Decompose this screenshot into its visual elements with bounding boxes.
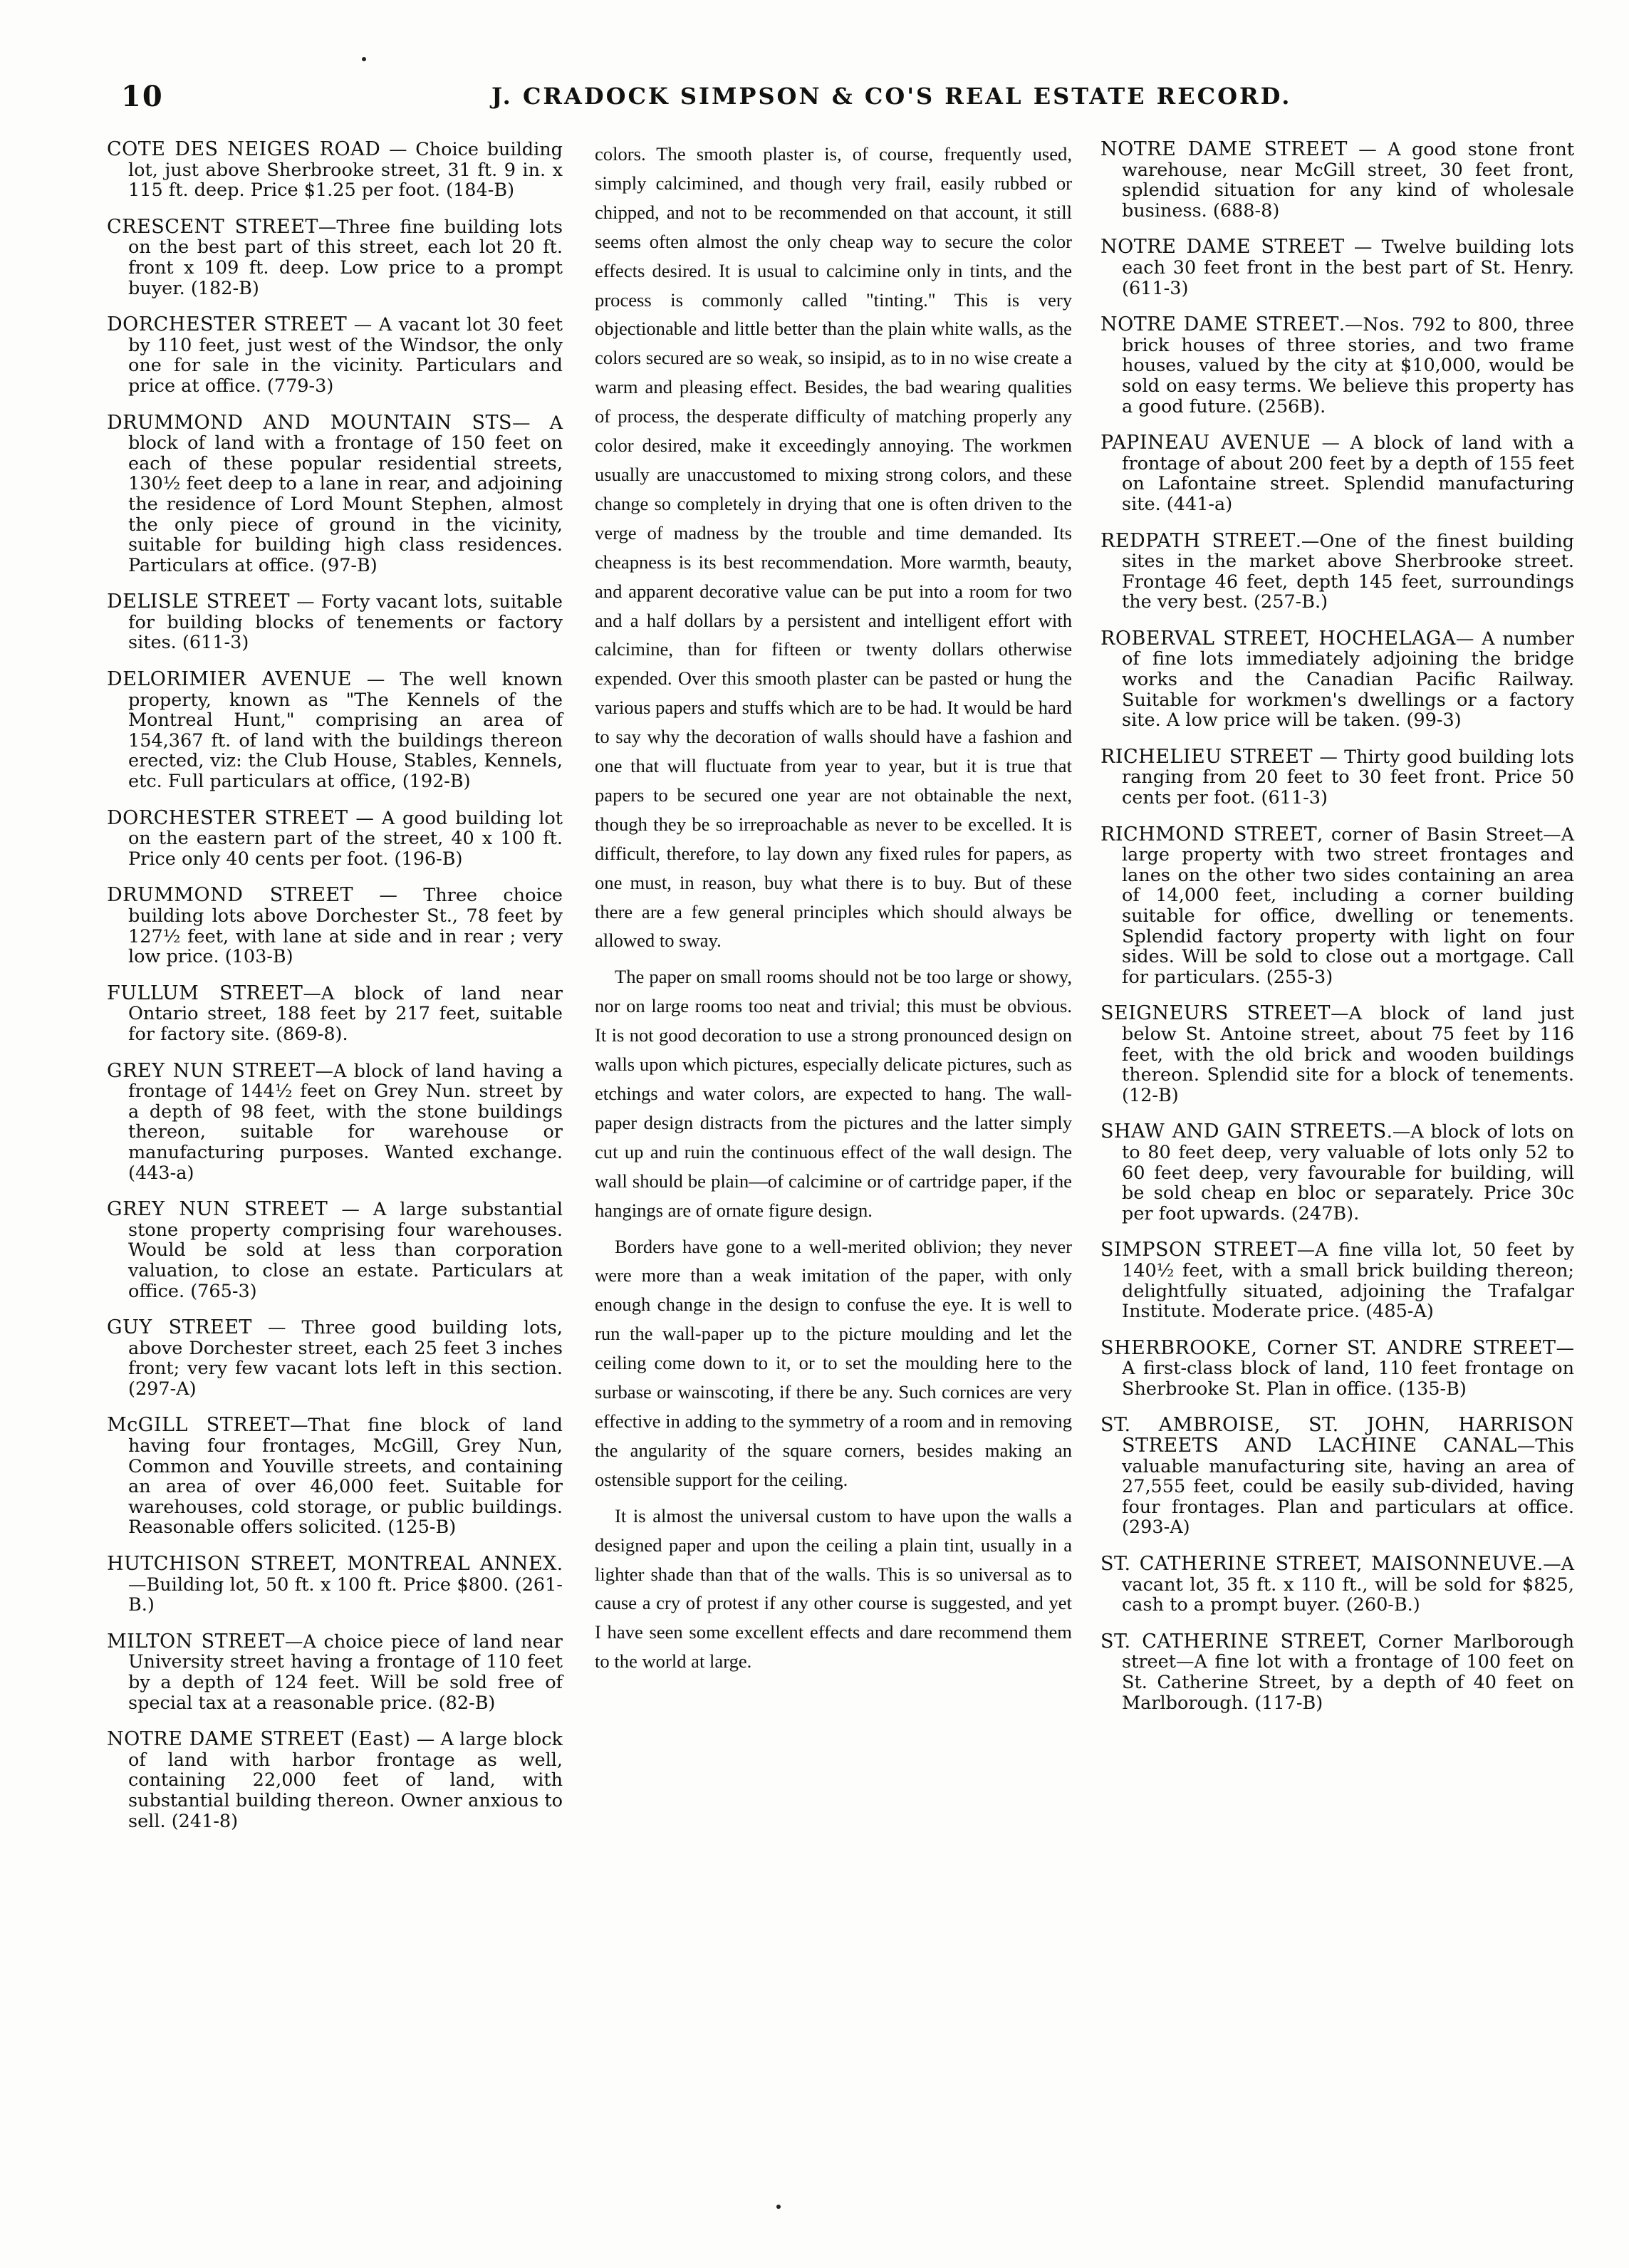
listing-heading: SHAW AND GAIN STREETS <box>1100 1120 1387 1143</box>
listing-heading: NOTRE DAME STREET <box>1100 313 1339 336</box>
listing-entry <box>107 1061 563 1184</box>
listing-entry <box>1100 237 1574 298</box>
listing-body: Corner Marlborough street—A fine lot with a frontage of 100 feet on St. Catherine Street, by a depth of 40 feet on Marlborough. (117-B) <box>1122 1630 1575 1714</box>
listing-entry <box>1100 1240 1574 1321</box>
listing-entry <box>107 984 563 1045</box>
listing-heading: RICHELIEU STREET <box>1100 745 1313 768</box>
listing-heading: SHERBROOKE, Corner ST. ANDRE STREET <box>1100 1336 1556 1359</box>
listing-body: — A vacant lot 30 feet by 110 feet, just west of the Windsor, the only one for sale in the vicinity. Particulars and price at office. (779-3) <box>128 314 563 397</box>
listing-body: —A block of land just below St. Antoine street, about 75 feet by 116 feet, with the old brick and wooden buildings thereon. Splendid site for a block of tenements. (12-B) <box>1122 1003 1575 1106</box>
listing-entry <box>1100 531 1574 613</box>
listing-entry <box>107 1632 563 1713</box>
listing-heading: COTE DES NEIGES ROAD <box>107 138 381 160</box>
listing-entry <box>1100 140 1574 221</box>
listing-entry <box>1100 1338 1574 1400</box>
listing-heading: HUTCHISON STREET, MONTREAL ANNEX <box>107 1553 557 1576</box>
left-column-listings <box>107 140 563 1848</box>
middle-column-article <box>595 140 1072 1683</box>
listing-heading: CRESCENT STREET <box>107 215 318 238</box>
listing-heading: DORCHESTER STREET <box>107 313 348 336</box>
listing-heading: DRUMMOND STREET <box>107 884 354 907</box>
article-paragraph: Borders have gone to a well-merited oblivion; they never were more than a weak imitation of the paper, with only enough change in the design to confuse the eye. It is well to run the wall-paper up to the picture moulding and let the ceiling come down to it, or to set the moulding here to the surbase or wainscoting, if there be any. Such cornices are very effective in adding to the symmetry of a room and in removing the angularity of the square corners, besides making an ostensible support for the ceiling. <box>595 1235 1072 1490</box>
article-paragraph: The paper on small rooms should not be too large or showy, nor on large rooms too neat and trivial; this must be obvious. It is not good decoration to use a strong pronounced design on walls upon which pictures, especially delicate pictures, such as etchings and water colors, are expected to hang. The wall-paper design distracts from the pictures and the latter simply cut up and ruin the continuous effect of the wall design. The wall should be plain—of calcimine or of cartridge paper, if the hangings are of ornate figure design. <box>595 966 1072 1221</box>
listing-entry <box>107 413 563 576</box>
listing-heading: DORCHESTER STREET <box>107 806 348 829</box>
listing-entry <box>1100 1632 1574 1713</box>
listing-heading: NOTRE DAME STREET (East) <box>107 1728 411 1751</box>
print-speck <box>776 2205 781 2209</box>
listing-heading: GREY NUN STREET <box>107 1059 316 1082</box>
listing-heading: GUY STREET <box>107 1316 252 1339</box>
listing-body: — A large substantial stone property comprising four warehouses. Would be sold at less than corporation valuation, to close an estate. Particulars at office. (765-3) <box>128 1199 563 1302</box>
listing-body: — A good building lot on the eastern part of the street, 40 x 100 ft. Price only 40 cents per foot. (196-B) <box>128 807 563 870</box>
listing-heading: NOTRE DAME STREET <box>1100 138 1348 160</box>
listing-body: — Twelve building lots each 30 feet front in the best part of St. Henry. (611-3) <box>1122 236 1574 299</box>
listing-heading: SIMPSON STREET <box>1100 1239 1297 1262</box>
listing-body: — Choice building lot, just above Sherbrooke street, 31 ft. 9 in. x 115 ft. deep. Price $1.25 per foot. (184-B) <box>128 139 563 202</box>
listing-entry <box>107 670 563 792</box>
listing-body: — Forty vacant lots, suitable for building blocks of tenements or factory sites. (611-3) <box>128 591 563 654</box>
listing-heading: PAPINEAU AVENUE <box>1100 432 1311 454</box>
listing-entry <box>1100 1122 1574 1224</box>
listing-entry <box>107 885 563 967</box>
page-number: 10 <box>121 80 164 113</box>
listing-entry <box>107 1554 563 1616</box>
listing-body: — Thirty good building lots ranging from 20 feet to 30 feet front. Price 50 cents per foot. (611-3) <box>1122 746 1574 809</box>
listing-body: — Three good building lots, above Dorchester street, each 25 feet 3 inches front; very few vacant lots left in this section. (297-A) <box>128 1317 563 1400</box>
listing-body: — Three choice building lots above Dorchester St., 78 feet by 127½ feet, with lane at side and in rear ; very low price. (103-B) <box>128 885 563 968</box>
listing-heading: ROBERVAL STREET, HOCHELAGA <box>1100 627 1456 650</box>
listing-body: .—Nos. 792 to 800, three brick houses of three stories, and two frame houses, valued by the city at $10,000, would be sold on easy terms. We believe this property has a good future. (256B). <box>1122 314 1574 417</box>
listing-entry <box>107 808 563 870</box>
listing-entry <box>1100 1554 1574 1616</box>
listing-heading: ST. CATHERINE STREET, <box>1100 1630 1368 1653</box>
listing-heading: DELISLE STREET <box>107 591 290 613</box>
listing-heading: FULLUM STREET <box>107 982 303 1004</box>
listing-body: — A block of land with a frontage of about 200 feet by a depth of 155 feet on Lafontaine street. Splendid manufacturing site. (441-a) <box>1122 432 1574 515</box>
listing-entry <box>1100 629 1574 731</box>
listing-entry <box>107 140 563 201</box>
listing-body: .—Building lot, 50 ft. x 100 ft. Price $800. (261-B.) <box>128 1554 563 1616</box>
page-header <box>121 80 1517 115</box>
print-speck <box>362 57 366 61</box>
listing-entry <box>1100 315 1574 417</box>
listing-entry <box>1100 433 1574 514</box>
listing-body: .—One of the finest building sites in the market above Sherbrooke street. Frontage 46 feet, depth 145 feet, surroundings the very best. (257-B.) <box>1122 530 1575 613</box>
listing-body: —A choice piece of land near University street having a frontage of 110 feet by a depth of 124 feet. Will be sold free of special tax at a reasonable price. (82-B) <box>128 1630 563 1714</box>
listing-entry <box>107 1318 563 1399</box>
listing-body: — A large block of land with harbor frontage as well, containing 22,000 feet of land, with substantial building thereon. Owner anxious to sell. (241-8) <box>128 1729 563 1832</box>
listing-heading: REDPATH STREET <box>1100 529 1296 552</box>
listing-body: —Three fine building lots on the best part of this street, each lot 20 ft. front x 109 ft. deep. Low price to a prompt buyer. (182-B) <box>128 216 563 299</box>
running-head: J. CRADOCK SIMPSON & CO'S REAL ESTATE RECORD. <box>491 83 1292 110</box>
listing-body: — A good stone front warehouse, near McGill street, 30 feet front, splendid situation for any kind of wholesale business. (688-8) <box>1122 139 1574 222</box>
listing-entry <box>107 1200 563 1301</box>
listing-entry <box>107 1729 563 1831</box>
right-column-listings <box>1100 140 1574 1729</box>
listing-body: — A block of land with a frontage of 150 feet on each of these popular residential streets, 130½ feet deep to a lane in rear, and adjoining the residence of Lord Mount Stephen, almost the only piece of ground in the vicinity, suitable for building high class residences. Particulars at office. (97-B) <box>128 412 563 576</box>
listing-heading: NOTRE DAME STREET <box>1100 236 1345 259</box>
listing-entry <box>107 315 563 396</box>
listing-entry <box>107 592 563 653</box>
listing-entry <box>1100 1004 1574 1106</box>
listing-body: — A number of fine lots immediately adjoining the bridge works and the Canadian Pacific Railway. Suitable for workmen's dwellings or a factory site. A low price will be taken. (99-3) <box>1122 628 1574 732</box>
listing-body: .—A vacant lot, 35 ft. x 110 ft., will be sold for $825, cash to a prompt buyer. (260-B.) <box>1122 1554 1574 1616</box>
listing-body: —A first-class block of land, 110 feet frontage on Sherbrooke St. Plan in office. (135-B) <box>1122 1337 1574 1400</box>
listing-entry <box>1100 1415 1574 1538</box>
listing-heading: ST. CATHERINE STREET, MAISONNEUVE <box>1100 1553 1537 1576</box>
listing-body: —A fine villa lot, 50 feet by 140½ feet, with a small brick building thereon; delightfully situated, adjoining the Trafalgar Institute. Moderate price. (485-A) <box>1122 1239 1575 1323</box>
article-paragraph: It is almost the universal custom to have upon the walls a designed paper and upon the ceiling a plain tint, usually in a lighter shade than that of the walls. This is so universal as to cause a cry of protest if any other course is suggested, and yet I have seen some excellent effects and dare recommend them to the world at large. <box>595 1504 1072 1673</box>
listing-body: —A block of land near Ontario street, 188 feet by 217 feet, suitable for factory site. (869-8). <box>128 982 563 1045</box>
listing-body: —This valuable manufacturing site, having an area of 27,555 feet, could be easily sub-divided, having four frontages. Plan and particulars at office. (293-A) <box>1122 1435 1574 1539</box>
listing-body: .—A block of lots on to 80 feet deep, very valuable of lots only 52 to 60 feet deep, very favourable for building, will be sold cheap en bloc or separately. Price 30c per foot upwards. (247B). <box>1122 1121 1574 1224</box>
listing-heading: GREY NUN STREET <box>107 1198 328 1221</box>
listing-entry <box>107 217 563 298</box>
listing-heading: RICHMOND STREET <box>1100 823 1318 846</box>
listing-entry <box>1100 825 1574 988</box>
listing-entry <box>107 1415 563 1538</box>
article-paragraph: colors. The smooth plaster is, of course, frequently used, simply calcimined, and though very frail, easily rubbed or chipped, and not to be recommended on that account, it still seems often almost the only cheap way to secure the color effects desired. It is usual to calcimine only in tints, and the process is commonly called "tinting." This is very objectionable and little better than the plain white walls, as the colors secured are so weak, so insipid, as to in no wise create a warm and pleasing effect. Besides, the bad wearing qualities of process, the desperate difficulty of matching properly any color desired, make it exceedingly annoying. The workmen usually are unaccustomed to mixing strong colors, and these change so completely in drying that one is often driven to the verge of madness by the trouble and time demanded. Its cheapness is its best recommendation. More warmth, beauty, and apparent decorative value can be put into a room for two and a half dollars by a persistent and intelligent effort with calcimine, than for fifteen or twenty dollars otherwise expended. Over this smooth plaster can be pasted or hung the various papers and stuffs which are to be had. It would be hard to say why the decoration of walls should have a fashion and one that will fluctuate from year to year, but it is true that papers to be secured one year are not obtainable the next, though they be so irreproachable as never to be excelled. It is difficult, therefore, to lay down any fixed rules for papers, as one must, in reason, buy what there is to buy. But of these there are a few general principles which should always be allowed to sway. <box>595 143 1072 952</box>
listing-heading: ST. AMBROISE, ST. JOHN, HARRISON STREETS AND LACHINE CANAL <box>1100 1414 1574 1457</box>
listing-heading: MILTON STREET <box>107 1630 285 1653</box>
listing-heading: SEIGNEURS STREET <box>1100 1002 1331 1025</box>
listing-body: —That fine block of land having four frontages, McGill, Grey Nun, Common and Youville streets, and containing an area of over 46,000 feet. Suitable for warehouses, cold storage, or public buildings. Reasonable offers solicited. (125-B) <box>128 1415 563 1539</box>
listing-body: — The well known property, known as "The Kennels of the Montreal Hunt," comprising an area of 154,367 ft. of land with the buildings thereon erected, viz: the Club House, Stables, Kennels, etc. Full particulars at office, (192-B) <box>128 669 563 793</box>
listing-body: —A block of land having a frontage of 144½ feet on Grey Nun. street by a depth of 98 feet, with the stone buildings thereon, suitable for warehouse or manufacturing purposes. Wanted exchange. (443-a) <box>128 1060 563 1184</box>
listing-entry <box>1100 747 1574 808</box>
listing-heading: DRUMMOND AND MOUNTAIN STS <box>107 411 512 434</box>
listing-heading: McGILL STREET <box>107 1414 291 1437</box>
listing-body: , corner of Basin Street—A large property with two street frontages and lanes on the other two sides containing an area of 14,000 feet, including a corner building suitable for office, dwelling or tenements. Splendid factory property with light on four sides. Will be sold to close out a mortgage. Call for particulars. (255-3) <box>1122 823 1574 988</box>
listing-heading: DELORIMIER AVENUE <box>107 668 353 691</box>
